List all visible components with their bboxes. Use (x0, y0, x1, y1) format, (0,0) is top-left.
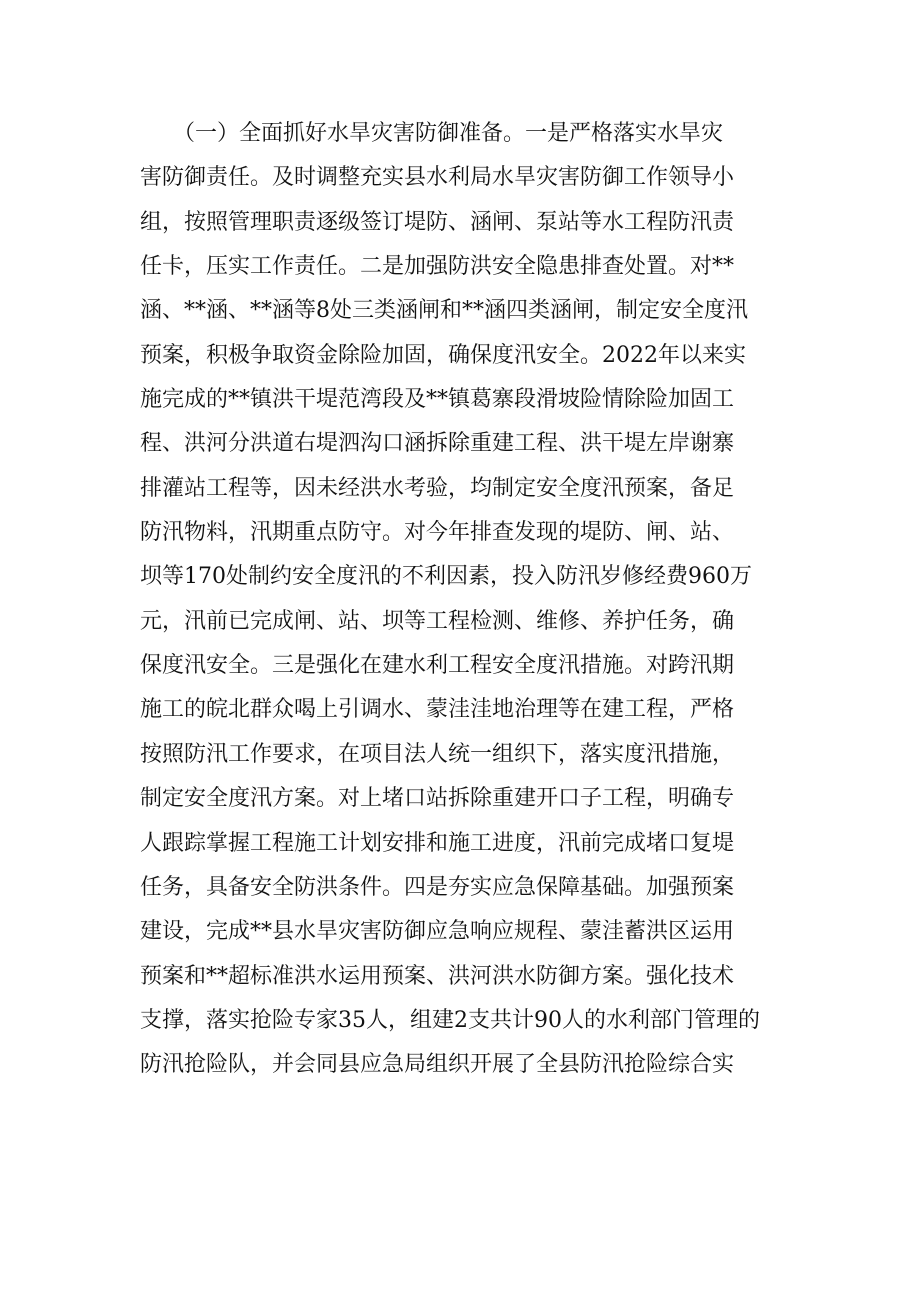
text-line: 预案，积极争取资金除险加固，确保度汛安全。2022年以来实 (140, 342, 746, 368)
text-line: 人跟踪掌握工程施工计划安排和施工进度，汛前完成堵口复堤 (140, 830, 735, 856)
text-line: 施完成的**镇洪干堤范湾段及**镇葛寨段滑坡险情除险加固工 (140, 387, 735, 413)
text-line: 任卡，压实工作责任。二是加强防洪安全隐患排查处置。对** (140, 254, 735, 280)
text-line: 任务，具备安全防洪条件。四是夯实应急保障基础。加强预案 (140, 874, 735, 900)
text-line: 按照防汛工作要求，在项目法人统一组织下，落实度汛措施， (140, 741, 735, 767)
text-line: 支撑，落实抢险专家35人，组建2支共计90人的水利部门管理的 (140, 1007, 760, 1033)
text-line: 元，汛前已完成闸、站、坝等工程检测、维修、养护任务，确 (140, 608, 735, 634)
text-line: 建设，完成**县水旱灾害防御应急响应规程、蒙洼蓄洪区运用 (140, 919, 735, 945)
text-line: （一）全面抓好水旱灾害防御准备。一是严格落实水旱灾 (140, 121, 724, 146)
text-line: 预案和**超标准洪水运用预案、洪河洪水防御方案。强化技术 (140, 963, 735, 989)
text-line: 防汛物料，汛期重点防守。对今年排查发现的堤防、闸、站、 (140, 520, 735, 546)
text-line: 制定安全度汛方案。对上堵口站拆除重建开口子工程，明确专 (140, 786, 735, 812)
text-line: 保度汛安全。三是强化在建水利工程安全度汛措施。对跨汛期 (140, 653, 735, 679)
document-body (140, 112, 782, 1088)
text-line: 排灌站工程等，因未经洪水考验，均制定安全度汛预案，备足 (140, 475, 735, 501)
text-line: 防汛抢险队，并会同县应急局组织开展了全县防汛抢险综合实 (140, 1052, 735, 1078)
text-line: 坝等170处制约安全度汛的不利因素，投入防汛岁修经费960万 (140, 564, 752, 590)
text-line: 施工的皖北群众喝上引调水、蒙洼洼地治理等在建工程，严格 (140, 697, 735, 723)
text-line: 程、洪河分洪道右堤泗沟口涵拆除重建工程、洪干堤左岸谢寨 (140, 431, 735, 457)
text-line: 涵、**涵、**涵等8处三类涵闸和**涵四类涵闸，制定安全度汛 (140, 298, 748, 324)
text-line: 组，按照管理职责逐级签订堤防、涵闸、泵站等水工程防汛责 (140, 209, 735, 235)
text-line: 害防御责任。及时调整充实县水利局水旱灾害防御工作领导小 (140, 165, 735, 191)
